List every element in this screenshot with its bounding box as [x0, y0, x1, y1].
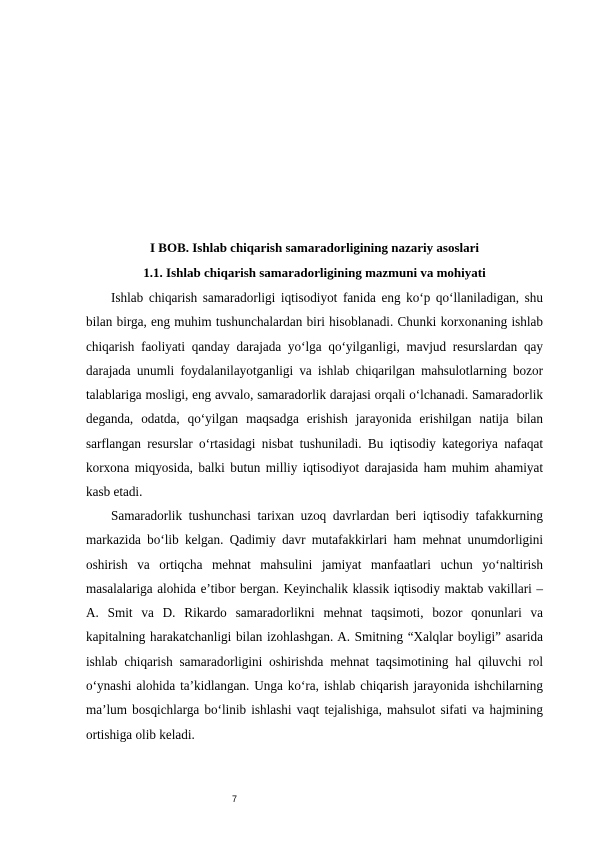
chapter-title: I BOB. Ishlab chiqarish samaradorligining nazariy asoslari	[149, 240, 480, 255]
page-number: 7	[232, 794, 238, 804]
body-paragraph: Samaradorlik tushunchasi tarixan uzoq davrlardan beri iqtisodiy tafakkurning markazida bo‘lib kelgan. Qadimiy davr mutafakkirlari ham mehnat unumdorligini oshirish va ortiqcha mehnat mahsulini jamiyat manfaatlari uchun yo‘naltirish masalalariga alohida e’tibor bergan. Keyinchalik klassik iqtisodiy maktab vakillari – A. Smit va D. Rikardo samaradorlikni mehnat taqsimoti, bozor qonunlari va kapitalning harakatchanligi bilan izohlashgan. A. Smitning “Xalqlar boyligi” asarida ishlab chiqarish samaradorligini oshirishda mehnat taqsimotining hal qiluvchi rol o‘ynashi alohida ta’kidlangan. Unga ko‘ra, ishlab chiqarish jarayonida ishchilarning ma’lum bosqichlarga bo‘linib ishlashi vaqt tejalishiga, mahsulot sifati va hajmining ortishiga olib keladi.	[86, 508, 543, 742]
body-paragraph: Ishlab chiqarish samaradorligi iqtisodiyot fanida eng ko‘p qo‘llaniladigan, shu bilan birga, eng muhim tushunchalardan biri hisoblanadi. Chunki korxonaning ishlab chiqarish faoliyati qanday darajada yo‘lga qo‘yilganligi, mavjud resurslardan qay darajada unumli foydalanilayotganligi va ishlab chiqarilgan mahsulotlarning bozor talablariga mosligi, eng avvalo, samaradorlik darajasi orqali o‘lchanadi. Samaradorlik deganda, odatda, qo‘yilgan maqsadga erishish jarayonida erishilgan natija bilan sarflangan resurslar o‘rtasidagi nisbat tushuniladi. Bu iqtisodiy kategoriya nafaqat korxona miqyosida, balki butun milliy iqtisodiyot darajasida ham muhim ahamiyat kasb etadi.	[86, 290, 543, 500]
section-title: 1.1. Ishlab chiqarish samaradorligining mazmuni va mohiyati	[143, 265, 486, 280]
